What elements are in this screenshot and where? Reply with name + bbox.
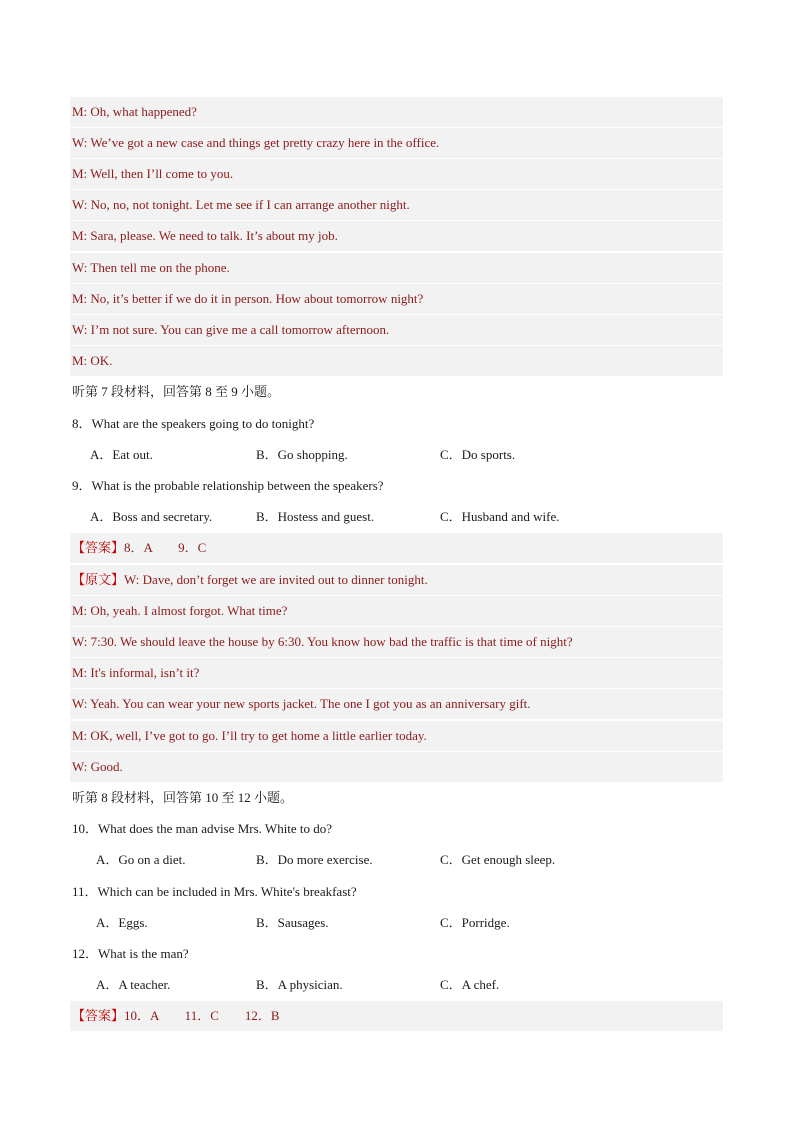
answer-tag: 【答案】 [72, 1008, 125, 1023]
option-a: A．Boss and secretary. [90, 509, 213, 524]
dialogue-line: W: No, no, not tonight. Let me see if I can arrange another night. [70, 190, 723, 220]
dialogue-line: W: I’m not sure. You can give me a call tomorrow afternoon. [70, 315, 723, 345]
transcript-line: M: OK, well, I’ve got to go. I’ll try to get home a little earlier today. [70, 721, 723, 751]
answer-tag: 【答案】 [72, 540, 125, 555]
option-b: B．A physician. [256, 977, 343, 992]
dialogue-line: M: No, it’s better if we do it in person. How about tomorrow night? [70, 284, 723, 314]
dialogue-line: W: Then tell me on the phone. [70, 253, 723, 283]
dialogue-line: M: Sara, please. We need to talk. It’s about my job. [70, 221, 723, 251]
answer-line [70, 1001, 723, 1031]
question-12: 12．What is the man? [72, 946, 189, 961]
options-12 [70, 970, 723, 1000]
transcript-tag: 【原文】 [72, 572, 125, 587]
option-c: C．Husband and wife. [440, 509, 560, 524]
option-a: A．Eggs. [96, 915, 148, 930]
answer-text: 8．A 9．C [124, 540, 207, 555]
option-a: A．Eat out. [90, 447, 153, 462]
transcript-line: W: 7:30. We should leave the house by 6:30. You know how bad the traffic is that time of night? [70, 627, 723, 657]
options-10 [70, 845, 723, 875]
answer-line [70, 533, 723, 563]
transcript-line: W: Yeah. You can wear your new sports jacket. The one I got you as an anniversary gift. [70, 689, 723, 719]
answer-text: 10．A 11．C 12．B [124, 1008, 280, 1023]
options-11 [70, 908, 723, 938]
question-8: 8．What are the speakers going to do tonight? [72, 416, 315, 431]
option-c: C．Porridge. [440, 915, 510, 930]
dialogue-line: M: OK. [70, 346, 723, 376]
question-11: 11．Which can be included in Mrs. White's breakfast? [72, 884, 357, 899]
option-a: A．Go on a diet. [96, 852, 186, 867]
option-c: C．Do sports. [440, 447, 516, 462]
dialogue-line: M: Oh, what happened? [70, 97, 723, 127]
options-9 [70, 502, 723, 532]
question-9: 9．What is the probable relationship between the speakers? [72, 478, 384, 493]
question-10: 10．What does the man advise Mrs. White to do? [72, 821, 333, 836]
section-heading: 听第 8 段材料，回答第 10 至 12 小题。 [72, 790, 294, 805]
options-8 [70, 440, 723, 470]
dialogue-line: W: We’ve got a new case and things get pretty crazy here in the office. [70, 128, 723, 158]
transcript-line [70, 565, 723, 595]
option-c: C．A chef. [440, 977, 500, 992]
transcript-text: W: Dave, don’t forget we are invited out to dinner tonight. [124, 572, 428, 587]
option-c: C．Get enough sleep. [440, 852, 556, 867]
transcript-line: M: It's informal, isn’t it? [70, 658, 723, 688]
transcript-line: W: Good. [70, 752, 723, 782]
option-b: B．Sausages. [256, 915, 329, 930]
section-heading: 听第 7 段材料，回答第 8 至 9 小题。 [72, 384, 281, 399]
option-b: B．Hostess and guest. [256, 509, 375, 524]
dialogue-line: M: Well, then I’ll come to you. [70, 159, 723, 189]
option-b: B．Go shopping. [256, 447, 348, 462]
option-b: B．Do more exercise. [256, 852, 373, 867]
option-a: A．A teacher. [96, 977, 171, 992]
transcript-line: M: Oh, yeah. I almost forgot. What time? [70, 596, 723, 626]
